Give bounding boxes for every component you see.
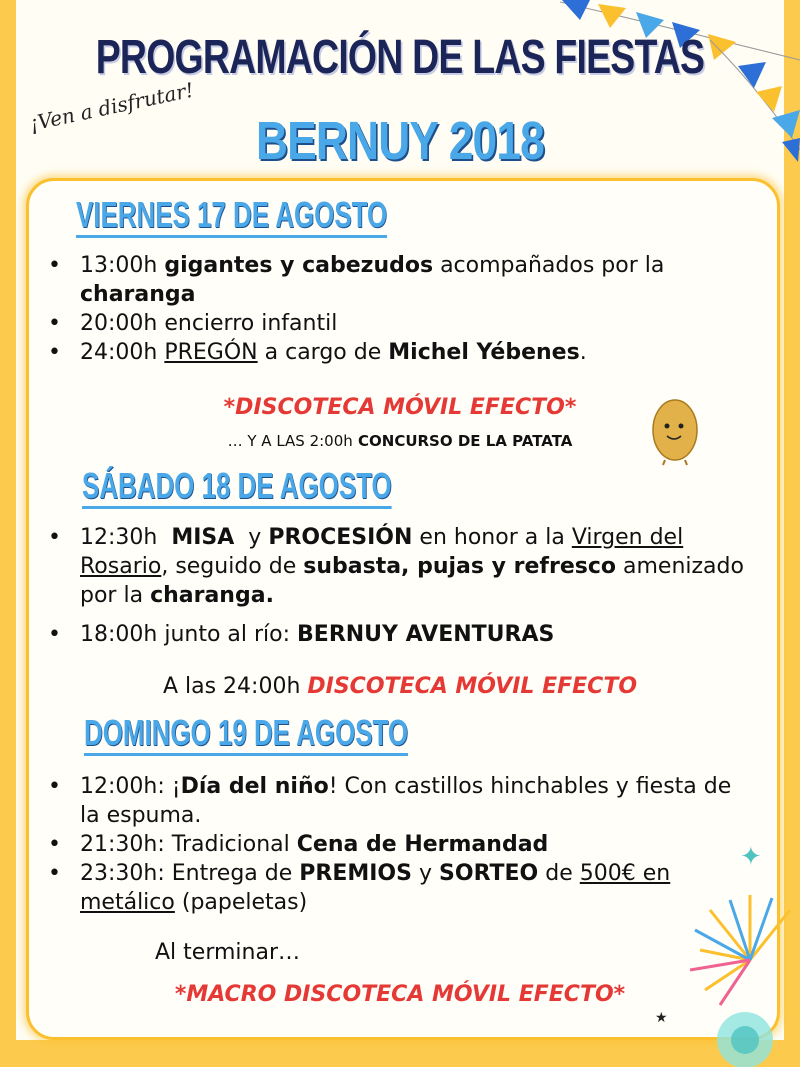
friday-disco-text: *DISCOTECA MÓVIL EFECTO* <box>223 395 577 420</box>
sunday-after-text: Al terminar… <box>155 940 300 965</box>
sunday-disco-text: *MACRO DISCOTECA MÓVIL EFECTO* <box>174 982 626 1007</box>
sparkle-star-icon: ✦ <box>740 842 762 872</box>
slogan-text: ¡Ven a disfrutar! <box>27 77 196 136</box>
sunday-heading: DOMINGO 19 DE AGOSTO <box>84 713 408 756</box>
page-subtitle: BERNUY 2018 <box>256 111 544 171</box>
potato-mascot-icon <box>645 390 705 466</box>
page-title: PROGRAMACIÓN DE LAS FIESTAS <box>95 31 705 84</box>
sunday-list <box>48 772 754 917</box>
firework-burst-icon <box>660 840 800 1067</box>
list-item: • 20:00h encierro infantil <box>48 309 748 338</box>
saturday-list <box>48 523 760 649</box>
list-item: • 13:00h gigantes y cabezudos acompañados por la charanga <box>48 251 748 309</box>
friday-heading: VIERNES 17 DE AGOSTO <box>76 195 387 238</box>
list-item: • 12:00h: ¡Día del niño! Con castillos hinchables y fiesta de la espuma. <box>48 772 754 830</box>
sparkle-star-icon: ★ <box>655 1010 668 1026</box>
list-item: • 18:00h junto al río: BERNUY AVENTURAS <box>48 620 760 649</box>
list-item: • 21:30h: Tradicional Cena de Hermandad <box>48 830 754 859</box>
saturday-disco-line: A las 24:00h DISCOTECA MÓVIL EFECTO <box>162 674 638 699</box>
list-item: • 23:30h: Entrega de PREMIOS y SORTEO de 500€ en metálico (papeletas) <box>48 859 754 917</box>
list-item: • 24:00h PREGÓN a cargo de Michel Yébenes. <box>48 338 748 367</box>
friday-list <box>48 251 748 367</box>
saturday-heading: SÁBADO 18 DE AGOSTO <box>82 466 392 509</box>
list-item: • 12:30h MISA y PROCESIÓN en honor a la Virgen del Rosario, seguido de subasta, pujas y refresco amenizado por la charanga. <box>48 523 760 610</box>
friday-after-text: … Y A LAS 2:00h CONCURSO DE LA PATATA <box>227 432 573 450</box>
